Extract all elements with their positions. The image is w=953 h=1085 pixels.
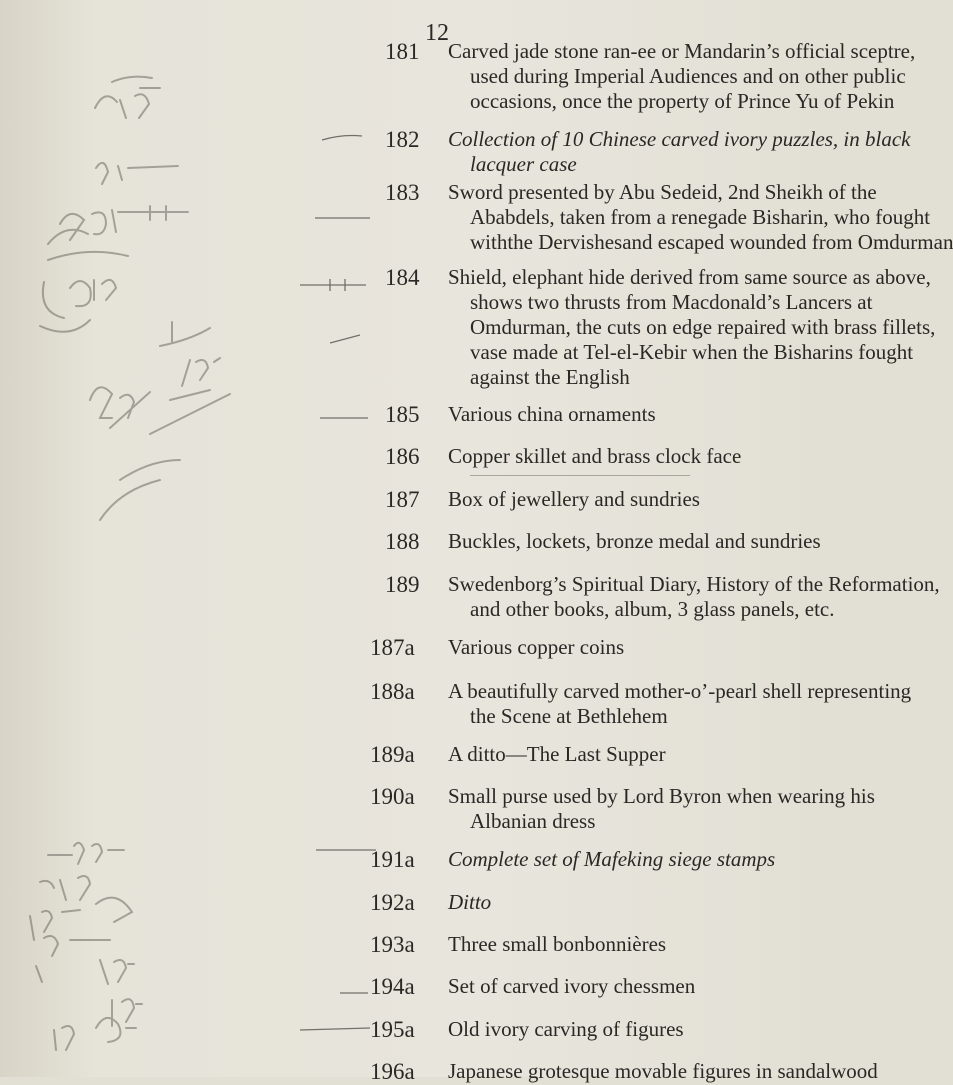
lot-description [448, 265, 936, 390]
description-line: A beautifully carved mother-o’-pearl shell representing [448, 679, 912, 703]
description-line: Albanian dress [470, 809, 596, 833]
lot-description [448, 487, 778, 512]
description-line: Set of carved ivory chessmen [448, 974, 696, 998]
description-line: Buckles, lockets, bronze medal and sundries [448, 529, 821, 553]
page-number: 12 [425, 20, 449, 46]
lot-number: 190a [370, 784, 415, 809]
lot-description [448, 127, 911, 177]
description-line: Ababdels, taken from a renegade Bisharin, who fought [470, 205, 931, 229]
lot-description [448, 402, 778, 427]
description-line: Various copper coins [448, 635, 625, 659]
lot-number: 192a [370, 890, 415, 915]
lot-description [448, 444, 778, 469]
lot-description [448, 890, 778, 915]
lot-description [448, 1017, 778, 1042]
description-line: Small purse used by Lord Byron when wearing his [448, 784, 875, 808]
description-line: Omdurman, the cuts on edge repaired with brass fillets, [470, 315, 936, 339]
lot-number: 186 [385, 444, 420, 469]
lot-number: 193a [370, 932, 415, 957]
lot-number: 183 [385, 180, 420, 205]
description-line: A ditto—The Last Supper [448, 742, 666, 766]
description-line: vase made at Tel-el-Kebir when the Bisharins fought [470, 340, 914, 364]
description-line: Three small bonbonnières [448, 932, 667, 956]
lot-number: 194a [370, 974, 415, 999]
description-line: withthe Dervishesand escaped wounded from Omdurman [470, 230, 953, 254]
description-line: and other books, album, 3 glass panels, etc. [470, 597, 835, 621]
description-line: used during Imperial Audiences and on other public [470, 64, 906, 88]
lot-description [448, 974, 778, 999]
lot-number: 191a [370, 847, 415, 872]
lot-number: 195a [370, 1017, 415, 1042]
lot-number: 189a [370, 742, 415, 767]
lot-number: 185 [385, 402, 420, 427]
lot-number: 187a [370, 635, 415, 660]
lot-description [448, 180, 953, 255]
lot-number: 196a [370, 1059, 415, 1084]
lot-number: 188a [370, 679, 415, 704]
description-line: against the English [470, 365, 630, 389]
description-line: Japanese grotesque movable figures in sandalwood [448, 1059, 878, 1083]
lot-description [448, 742, 778, 767]
description-line: Sword presented by Abu Sedeid, 2nd Sheikh of the [448, 180, 877, 204]
lot-description [448, 39, 916, 114]
lot-description [448, 784, 875, 834]
description-line: Complete set of Mafeking siege stamps [448, 847, 776, 871]
handwritten-annotations [0, 0, 340, 1077]
lot-description [448, 679, 912, 729]
description-line: Various china ornaments [448, 402, 656, 426]
lot-number: 187 [385, 487, 420, 512]
lot-description [448, 1059, 878, 1084]
description-line: occasions, once the property of Prince Yu of Pekin [470, 89, 895, 113]
lot-description [448, 572, 940, 622]
description-line: the Scene at Bethlehem [470, 704, 668, 728]
description-line: Collection of 10 Chinese carved ivory puzzles, in black [448, 127, 911, 151]
section-divider [470, 475, 690, 476]
description-line: Copper skillet and brass clock face [448, 444, 742, 468]
description-line: Swedenborg’s Spiritual Diary, History of the Reformation, [448, 572, 940, 596]
description-line: Ditto [448, 890, 492, 914]
lot-description [448, 847, 778, 872]
description-line: Shield, elephant hide derived from same source as above, [448, 265, 931, 289]
lot-number: 188 [385, 529, 420, 554]
lot-description [448, 932, 778, 957]
lot-description [448, 635, 778, 660]
description-line: Carved jade stone ran-ee or Mandarin’s official sceptre, [448, 39, 916, 63]
lot-description [448, 529, 821, 554]
lot-number: 189 [385, 572, 420, 597]
lot-number: 184 [385, 265, 420, 290]
lot-number: 182 [385, 127, 420, 152]
description-line: Old ivory carving of figures [448, 1017, 684, 1041]
description-line: lacquer case [470, 152, 577, 176]
description-line: Box of jewellery and sundries [448, 487, 700, 511]
lot-number: 181 [385, 39, 420, 64]
description-line: shows two thrusts from Macdonald’s Lancers at [470, 290, 873, 314]
